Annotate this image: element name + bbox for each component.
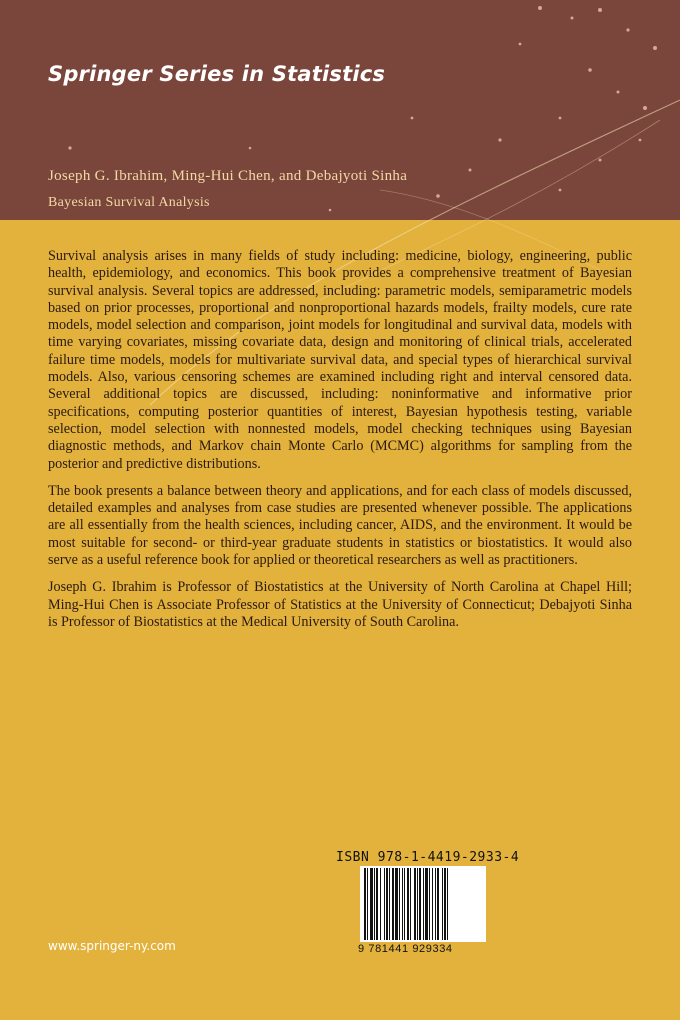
header-band: [0, 0, 680, 220]
author-bio-paragraph: Joseph G. Ibrahim is Professor of Biostatistics at the University of North Carolina at Chapel Hill; Ming-Hui Chen is Associate Professor of Statistics at the University of Connecticut; Debajyoti Sinha is Professor of Biostatistics at the Medical University of South Carolina.: [48, 579, 632, 630]
book-authors: Joseph G. Ibrahim, Ming-Hui Chen, and Debajyoti Sinha: [48, 168, 408, 184]
publisher-url[interactable]: www.springer-ny.com: [48, 939, 176, 953]
barcode-image: [360, 866, 486, 942]
book-title: Bayesian Survival Analysis: [48, 195, 210, 210]
series-title: Springer Series in Statistics: [48, 62, 386, 86]
barcode-digits: 9 781441 929334: [358, 943, 453, 955]
isbn-label: ISBN 978-1-4419-2933-4: [336, 850, 520, 865]
back-cover-description: [48, 248, 632, 641]
description-paragraph: The book presents a balance between theory and applications, and for each class of models discussed, detailed examples and analyses from case studies are presented whenever possible. The applications are all essentially from the health sciences, including cancer, AIDS, and the environment. It would be most suitable for second- or third-year graduate students in statistics or biostatistics. It would also serve as a useful reference book for applied or theoretical researchers as well as practitioners.: [48, 482, 632, 569]
description-paragraph: Survival analysis arises in many fields of study including: medicine, biology, engineering, public health, epidemiology, and economics. This book provides a comprehensive treatment of Bayesian survival analysis. Several topics are addressed, including: parametric models, semiparametric models based on prior processes, proportional and nonproportional hazards models, frailty models, cure rate models, model selection and comparison, joint models for longitudinal and survival data, models with time varying covariates, missing covariate data, design and monitoring of clinical trials, accelerated failure time models, models for multivariate survival data, and special types of hierarchical survival models. Also, various censoring schemes are examined including right and interval censored data. Several additional topics are discussed, including: noninformative and informative prior specifications, computing posterior quantities of interest, Bayesian hypothesis testing, variable selection, model selection with nonnested models, model checking techniques using Bayesian diagnostic methods, and Markov chain Monte Carlo (MCMC) algorithms for sampling from the posterior and predictive distributions.: [48, 248, 632, 472]
